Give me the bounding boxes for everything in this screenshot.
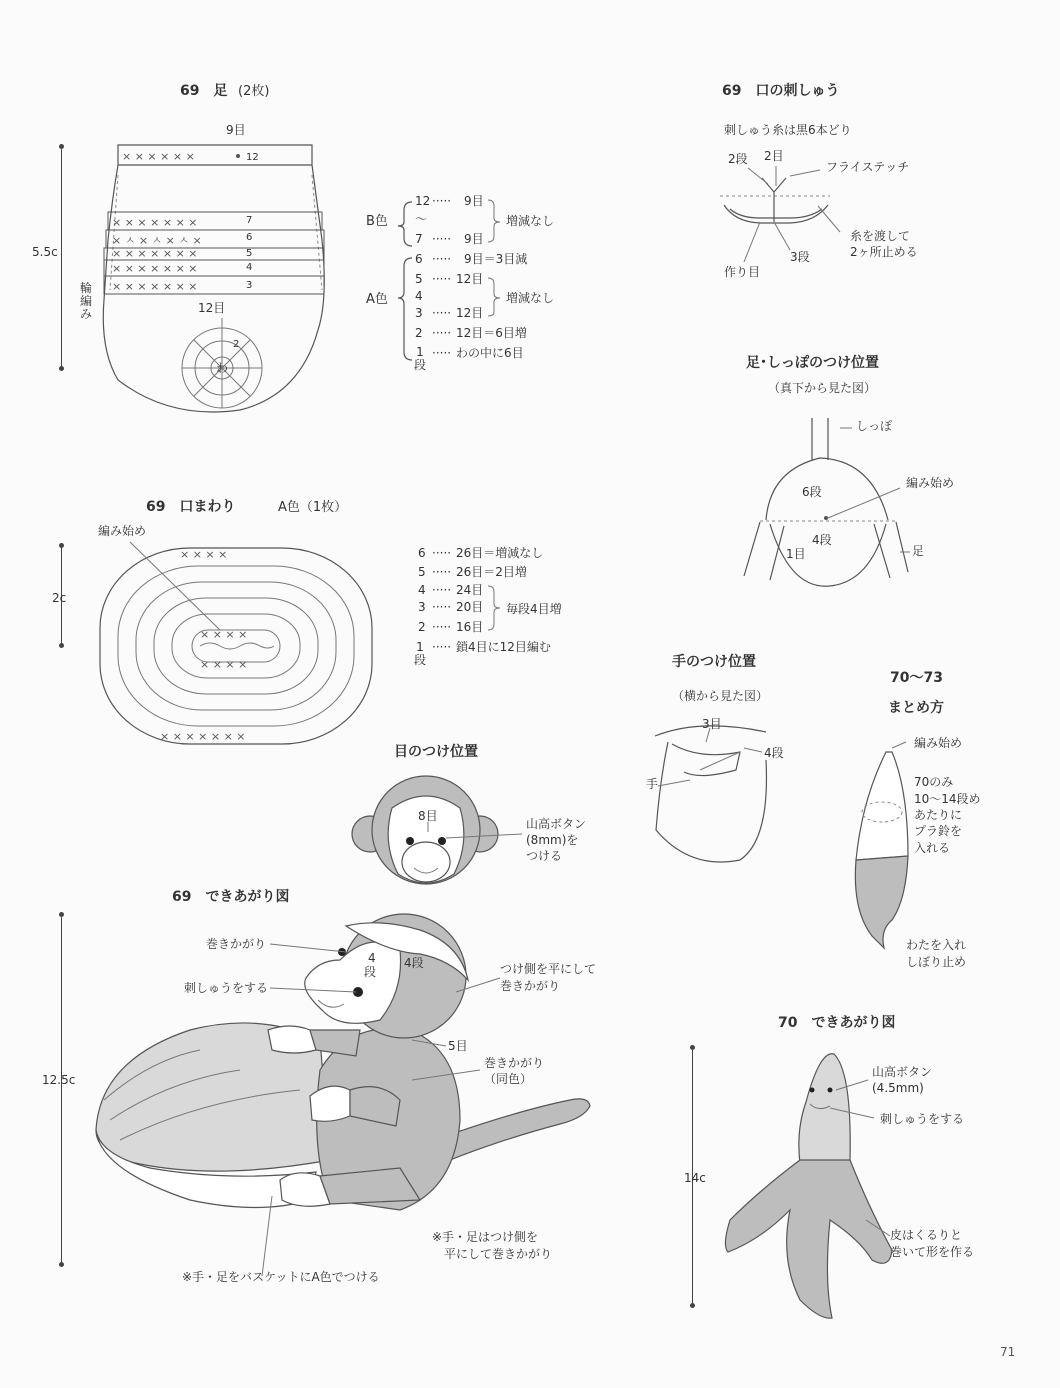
leg-row-7: 7 <box>415 232 423 246</box>
assembly-note-2: 10〜14段め <box>914 792 981 806</box>
leg-tail-row6: 6段 <box>802 485 822 499</box>
leg-row-label-3: 3 <box>246 280 253 291</box>
leg-row-label-6: 6 <box>246 232 253 243</box>
finished-69-row4c: 4段 <box>404 956 424 970</box>
eye-position-button-1: 山高ボタン <box>526 817 587 831</box>
mouth-embroidery-title: 69 口の刺しゅう <box>722 83 840 99</box>
finished-69-flat-2: 巻きかがり <box>500 979 561 993</box>
svg-text:× × × × × × ×: × × × × × × × <box>112 216 198 229</box>
svg-text:× × × × × × ×: × × × × × × × <box>112 280 198 293</box>
svg-text:× × × ×: × × × × <box>200 658 248 671</box>
leg-row-4: 4 <box>415 289 423 303</box>
monkey-head-drawing <box>352 776 522 884</box>
leg-row-3-5-note: 増減なし <box>506 291 555 305</box>
svg-text:× × × ×: × × × × <box>180 548 228 561</box>
eye-position-stitch: 8目 <box>418 809 438 823</box>
finished-70-height: 14c <box>684 1171 706 1185</box>
leg-chart <box>103 145 324 412</box>
svg-text:× × × ×: × × × × <box>200 628 248 641</box>
muzzle-row-2-dots: ····· <box>432 620 452 634</box>
leg-tail-subtitle: （真下から見た図） <box>768 381 877 395</box>
assembly-start: 編み始め <box>914 736 963 750</box>
muzzle-row-4-dots: ····· <box>432 583 452 597</box>
finished-69-row4b: 段 <box>364 965 377 979</box>
svg-text:× × × × × × ×: × × × × × × × <box>160 730 246 743</box>
leg-b-color: B色 <box>366 214 388 229</box>
leg-mid-count: 12目 <box>198 301 226 315</box>
leg-height-label: 5.5c <box>32 245 58 259</box>
leg-row-label-12: 12 <box>246 152 259 163</box>
finished-69-title: 69 できあがり図 <box>172 889 290 905</box>
banana-height-bottom-dot <box>690 1303 695 1308</box>
finished-banana-drawing <box>725 1054 892 1318</box>
leg-row-2-dots: ····· <box>432 326 452 340</box>
leg-top-count: 9目 <box>226 123 246 137</box>
finished-69-whip: 巻きかがり <box>206 937 267 951</box>
leg-row-1: 1段 <box>413 345 426 373</box>
mouth-embroidery-row2a: 2段 <box>728 152 748 166</box>
leg-row-12-count: 9目 <box>464 194 484 208</box>
muzzle-row-5: 5 <box>418 565 426 579</box>
muzzle-row-2-count: 16目 <box>456 620 484 634</box>
leg-row-5-dots: ····· <box>432 272 452 286</box>
leg-row-5: 5 <box>415 272 423 286</box>
page-number: 71 <box>1000 1345 1016 1359</box>
finished-70-embroider: 刺しゅうをする <box>880 1112 965 1126</box>
leg-height-top-dot <box>59 144 64 149</box>
leg-row-3-dots: ····· <box>432 306 452 320</box>
leg-row-label-4: 4 <box>246 262 253 273</box>
finished-69-row5: 5目 <box>448 1039 468 1053</box>
leg-row-label-5: 5 <box>246 248 253 259</box>
assembly-note-4: プラ鈴を <box>914 824 963 838</box>
leg-row-6: 6 <box>415 252 423 266</box>
assembly-note-3: あたりに <box>914 808 963 822</box>
finished-70-button-2: (4.5mm) <box>872 1081 924 1095</box>
leg-count: (2枚) <box>238 84 270 99</box>
leg-title: 69 足 <box>180 83 228 99</box>
hand-position-title: 手のつけ位置 <box>672 654 756 670</box>
finished-69-same: （同色） <box>484 1072 533 1086</box>
leg-height-bottom-dot <box>59 366 64 371</box>
assembly-stuff-1: わたを入れ <box>906 938 967 952</box>
muzzle-row-1-count: 鎖4目に12目編む <box>456 640 551 654</box>
leg-row-6-dots: ····· <box>432 252 452 266</box>
muzzle-row-3-dots: ····· <box>432 600 452 614</box>
leg-round-label: 輪編み <box>80 281 93 322</box>
mouth-embroidery-drawing <box>720 166 840 262</box>
assembly-stuff-2: しぼり止め <box>906 955 967 969</box>
muzzle-chart <box>100 542 372 744</box>
leg-row-2: 2 <box>415 326 423 340</box>
banana-assembly-drawing <box>855 742 908 948</box>
leg-row-label-7: 7 <box>246 215 253 226</box>
finished-70-peel-2: 巻いて形を作る <box>890 1245 975 1259</box>
leg-row-3: 3 <box>415 306 423 320</box>
svg-text:× × × × × × ×: × × × × × × × <box>112 262 198 275</box>
leg-tail-row4: 4段 <box>812 533 832 547</box>
finished-69-row4a: 4 <box>368 951 376 965</box>
svg-text:× × × × × ×: × × × × × × <box>122 150 195 163</box>
muzzle-row-6: 6 <box>418 546 426 560</box>
banana-height-top-dot <box>690 1045 695 1050</box>
finished-70-peel-1: 皮はくるりと <box>890 1228 963 1242</box>
muzzle-row-3: 3 <box>418 600 426 614</box>
eye-position-button-3: つける <box>526 849 563 863</box>
leg-row-12: 12 <box>415 194 431 208</box>
finished-69-note-1: ※手・足はつけ側を <box>432 1230 539 1244</box>
eye-position-button-2: (8mm)を <box>526 833 579 847</box>
finished-69-embroider: 刺しゅうをする <box>184 981 269 995</box>
leg-row-7-count: 9目 <box>464 232 484 246</box>
finished-69-note-3: ※手・足をバスケットにA色でつける <box>182 1270 380 1284</box>
svg-text:× ㅅ × ㅅ × ㅅ ×: × ㅅ × ㅅ × ㅅ × <box>112 234 202 247</box>
muzzle-row-1-dots: ····· <box>432 640 452 654</box>
svg-text:× × × × × × ×: × × × × × × × <box>112 247 198 260</box>
mouth-embroidery-row2b: 2目 <box>764 149 784 163</box>
muzzle-height-label: 2c <box>52 591 67 605</box>
monkey-height-bar <box>61 915 62 1265</box>
finished-70-button-1: 山高ボタン <box>872 1065 933 1079</box>
leg-tail-tail: しっぽ <box>856 419 893 433</box>
assembly-title-1: 70〜73 <box>890 670 943 686</box>
leg-a-color: A色 <box>366 292 388 307</box>
hand-position-hand: 手 <box>646 777 659 791</box>
muzzle-row-4-count: 24目 <box>456 583 484 597</box>
monkey-height-bottom-dot <box>59 1262 64 1267</box>
muzzle-each-row: 毎段4目増 <box>506 602 562 616</box>
leg-height-bar <box>61 147 62 369</box>
leg-center-char: わ <box>216 361 229 375</box>
leg-tail-title: 足･しっぽのつけ位置 <box>746 355 879 371</box>
leg-row-6-count: 9目＝3目減 <box>464 252 528 266</box>
assembly-title-2: まとめ方 <box>888 700 944 716</box>
mouth-embroidery-row3: 3段 <box>790 250 810 264</box>
muzzle-height-top-dot <box>59 543 64 548</box>
leg-tail-start: 編み始め <box>906 476 955 490</box>
leg-row-1-count: わの中に6目 <box>456 346 524 360</box>
mouth-embroidery-thread: 刺しゅう糸は黒6本どり <box>724 123 852 137</box>
muzzle-row-1: 1段 <box>413 640 426 668</box>
finished-69-flat-1: つけ側を平にして <box>500 962 597 976</box>
muzzle-start: 編み始め <box>98 524 147 538</box>
muzzle-title: 69 口まわり <box>146 499 236 515</box>
muzzle-row-5-count: 26目＝2目増 <box>456 565 527 579</box>
monkey-height-top-dot <box>59 912 64 917</box>
muzzle-color: A色（1枚） <box>278 500 348 515</box>
muzzle-height-bottom-dot <box>59 643 64 648</box>
hand-position-drawing <box>655 726 766 862</box>
mouth-embroidery-fix: 2ヶ所止める <box>850 245 918 259</box>
finished-69-height: 12.5c <box>42 1073 76 1087</box>
muzzle-row-6-dots: ····· <box>432 546 452 560</box>
muzzle-row-5-dots: ····· <box>432 565 452 579</box>
leg-row-7-dots: ····· <box>432 232 452 246</box>
muzzle-row-bracket <box>488 586 500 630</box>
muzzle-row-6-count: 26目＝増減なし <box>456 546 544 560</box>
eye-position-title: 目のつけ位置 <box>394 744 478 760</box>
hand-position-subtitle: （横から見た図） <box>672 689 769 703</box>
leg-row-3-count: 12目 <box>456 306 484 320</box>
hand-position-row4: 4段 <box>764 746 784 760</box>
muzzle-row-4: 4 <box>418 583 426 597</box>
leg-row-label-2: 2 <box>233 339 240 350</box>
leg-row-wave: 〜 <box>415 212 428 226</box>
hand-position-stitch3: 3目 <box>702 717 722 731</box>
muzzle-row-3-count: 20目 <box>456 600 484 614</box>
leg-row-7-12-note: 増減なし <box>506 214 555 228</box>
leg-row-1-dots: ····· <box>432 346 452 360</box>
leg-tail-row1: 1目 <box>786 547 806 561</box>
finished-70-title: 70 できあがり図 <box>778 1015 896 1031</box>
muzzle-row-2: 2 <box>418 620 426 634</box>
leg-row-12-dots: ····· <box>432 194 452 208</box>
leg-row-5-count: 12目 <box>456 272 484 286</box>
finished-69-whip-2: 巻きかがり <box>484 1056 545 1070</box>
leg-row-2-count: 12目＝6目増 <box>456 326 527 340</box>
leg-tail-position-drawing <box>744 418 910 586</box>
assembly-note-5: 入れる <box>914 841 951 855</box>
mouth-embroidery-fly: フライステッチ <box>826 160 910 174</box>
mouth-embroidery-start: 作り目 <box>724 265 761 279</box>
mouth-embroidery-pass: 糸を渡して <box>850 229 911 243</box>
assembly-note-1: 70のみ <box>914 775 954 789</box>
finished-69-note-2: 平にして巻きかがり <box>444 1247 553 1261</box>
leg-tail-leg: 足 <box>912 544 925 558</box>
